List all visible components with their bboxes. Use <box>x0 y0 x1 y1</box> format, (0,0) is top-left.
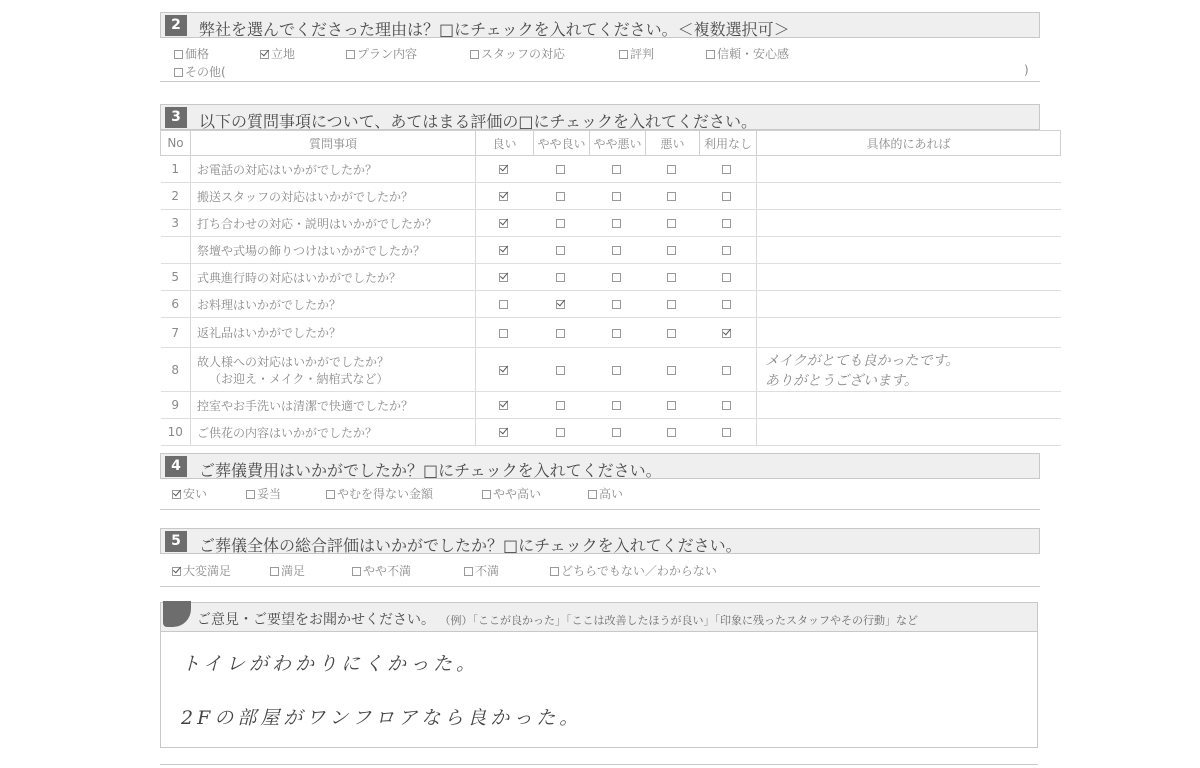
divider <box>160 81 1040 82</box>
rating-cell <box>700 419 757 446</box>
question-row <box>161 210 1061 237</box>
reason-other-row <box>160 62 1040 82</box>
section-overall <box>160 528 1040 583</box>
col-comment: 具体的にあれば <box>757 131 1061 156</box>
checkbox-icon[interactable] <box>352 567 361 576</box>
rating-cell <box>646 183 700 210</box>
option-label: 安い <box>183 487 208 501</box>
checkbox-icon[interactable] <box>667 300 676 309</box>
checkbox-icon[interactable] <box>556 219 565 228</box>
option-label: スタッフの対応 <box>481 47 566 61</box>
question-number <box>161 237 191 264</box>
question-number: 3 <box>161 210 191 237</box>
checkbox-checked-icon[interactable] <box>499 219 508 228</box>
checkbox-icon[interactable] <box>326 490 335 499</box>
question-number: 6 <box>161 291 191 318</box>
question-label: 打ち合わせの対応・説明はいかがでしたか？ <box>197 216 438 231</box>
section-title: 弊社を選んでくださった理由は？□にチェックを入れてください。＜複数選択可＞ <box>199 20 790 39</box>
checkbox-icon[interactable] <box>667 246 676 255</box>
checkbox-icon[interactable] <box>470 50 479 59</box>
checkbox-icon[interactable] <box>246 490 255 499</box>
option-label: 価格 <box>185 47 210 61</box>
rating-cell <box>646 392 700 419</box>
cost-options <box>160 484 1040 506</box>
checkbox-icon[interactable] <box>556 329 565 338</box>
reason-other-label: その他( <box>185 65 226 79</box>
option-label: 立地 <box>271 47 296 61</box>
question-text <box>191 264 476 291</box>
col-bad: 悪い <box>646 131 700 156</box>
section-number: 4 <box>165 456 187 477</box>
question-label: 返礼品はいかがでしたか？ <box>197 326 342 340</box>
checkbox-icon[interactable] <box>612 329 621 338</box>
checkbox-icon[interactable] <box>174 68 183 77</box>
rating-cell <box>534 264 590 291</box>
question-row <box>161 419 1061 446</box>
option-label: 満足 <box>281 564 306 578</box>
question-text <box>191 348 476 392</box>
comments-box <box>160 602 1038 748</box>
comment-cell <box>757 237 1061 264</box>
rating-cell <box>700 183 757 210</box>
question-sublabel: （お迎え・メイク・納棺式など） <box>209 371 389 386</box>
comments-title-text: ご意見・ご要望をお聞かせください。 <box>197 612 435 628</box>
rating-cell <box>590 318 646 348</box>
overall-option[interactable] <box>550 562 717 579</box>
col-fairly-bad: やや悪い <box>590 131 646 156</box>
rating-cell <box>646 264 700 291</box>
section-number: 2 <box>165 15 187 36</box>
question-text <box>191 419 476 446</box>
question-row <box>161 264 1061 291</box>
option-label: プラン内容 <box>357 47 418 61</box>
rating-cell <box>476 156 534 183</box>
question-label: お電話の対応はいかがでしたか？ <box>197 162 378 177</box>
comment-cell <box>757 392 1061 419</box>
comment-line-1: トイレがわかりにくかった。 <box>181 653 480 675</box>
question-label: お料理はいかがでしたか？ <box>197 297 342 312</box>
question-label: 控室やお手洗いは清潔で快適でしたか？ <box>197 398 414 413</box>
checkbox-icon[interactable] <box>499 329 508 338</box>
rating-cell <box>700 318 757 348</box>
option-label: 高い <box>599 487 624 501</box>
reason-other-close: ) <box>1024 63 1029 77</box>
reason-other-option[interactable] <box>174 63 226 80</box>
col-good: 良い <box>476 131 534 156</box>
section-questions <box>160 104 1040 446</box>
col-fairly-good: やや良い <box>534 131 590 156</box>
rating-cell <box>646 156 700 183</box>
rating-cell <box>700 348 757 392</box>
reason-option[interactable] <box>260 45 295 62</box>
rating-cell <box>590 237 646 264</box>
question-number: 7 <box>161 318 191 348</box>
rating-cell <box>476 291 534 318</box>
checkbox-icon[interactable] <box>556 366 565 375</box>
option-label: やむを得ない金額 <box>337 487 434 501</box>
question-number: 2 <box>161 183 191 210</box>
checkbox-icon[interactable] <box>667 219 676 228</box>
checkbox-checked-icon[interactable] <box>556 300 565 309</box>
section-number: 5 <box>165 531 187 552</box>
question-text <box>191 210 476 237</box>
option-label: やや高い <box>493 487 542 501</box>
rating-cell <box>534 392 590 419</box>
rating-cell <box>476 264 534 291</box>
checkbox-checked-icon[interactable] <box>499 192 508 201</box>
checkbox-icon[interactable] <box>667 401 676 410</box>
comment-line-2: 2Fの部屋がワンフロアなら良かった。 <box>181 707 583 729</box>
checkbox-icon[interactable] <box>612 246 621 255</box>
question-number: 1 <box>161 156 191 183</box>
comment-cell <box>757 419 1061 446</box>
rating-cell <box>476 348 534 392</box>
question-text <box>191 291 476 318</box>
section-header <box>160 12 1040 38</box>
checkbox-icon[interactable] <box>722 300 731 309</box>
checkbox-icon[interactable] <box>612 428 621 437</box>
rating-cell <box>700 264 757 291</box>
rating-cell <box>646 237 700 264</box>
section-header <box>160 528 1040 554</box>
section-title: ご葬儀全体の総合評価はいかがでしたか？□にチェックを入れてください。 <box>199 536 742 555</box>
rating-cell <box>534 156 590 183</box>
question-number: 8 <box>161 348 191 392</box>
question-label: 式典進行時の対応はいかがでしたか？ <box>197 270 402 285</box>
col-question: 質問事項 <box>191 131 476 156</box>
checkbox-icon[interactable] <box>706 50 715 59</box>
checkbox-icon[interactable] <box>556 246 565 255</box>
comment-cell <box>757 264 1061 291</box>
section-reason <box>160 12 1040 82</box>
rating-cell <box>590 419 646 446</box>
question-table <box>160 130 1061 446</box>
comment-text: メイクがとても良かったです。 <box>765 352 960 369</box>
rating-cell <box>646 291 700 318</box>
question-row <box>161 392 1061 419</box>
checkbox-checked-icon[interactable] <box>172 490 181 499</box>
checkbox-icon[interactable] <box>556 428 565 437</box>
checkbox-icon[interactable] <box>722 219 731 228</box>
rating-cell <box>700 291 757 318</box>
checkbox-icon[interactable] <box>722 401 731 410</box>
overall-option[interactable] <box>464 562 499 579</box>
question-text <box>191 237 476 264</box>
rating-cell <box>700 210 757 237</box>
comment-cell <box>757 318 1061 348</box>
page-bottom-rule <box>160 764 1038 765</box>
rating-cell <box>700 392 757 419</box>
checkbox-icon[interactable] <box>612 401 621 410</box>
question-row <box>161 156 1061 183</box>
divider <box>160 586 1040 587</box>
question-number: 10 <box>161 419 191 446</box>
cost-option[interactable] <box>172 485 207 502</box>
checkbox-checked-icon[interactable] <box>260 50 269 59</box>
speech-bubble-icon <box>163 601 191 627</box>
question-number: 9 <box>161 392 191 419</box>
reason-option[interactable] <box>346 45 417 62</box>
rating-cell <box>476 419 534 446</box>
comment-cell <box>757 210 1061 237</box>
comment-cell <box>757 348 1061 392</box>
question-number: 5 <box>161 264 191 291</box>
rating-cell <box>590 392 646 419</box>
checkbox-checked-icon[interactable] <box>499 165 508 174</box>
section-header <box>160 453 1040 479</box>
rating-cell <box>646 318 700 348</box>
comments-header <box>161 603 1037 632</box>
checkbox-icon[interactable] <box>556 401 565 410</box>
checkbox-icon[interactable] <box>722 192 731 201</box>
question-text <box>191 392 476 419</box>
option-label: どちらでもない／わからない <box>561 564 717 578</box>
rating-cell <box>534 419 590 446</box>
comment-cell <box>757 156 1061 183</box>
rating-cell <box>534 318 590 348</box>
rating-cell <box>590 264 646 291</box>
section-number: 3 <box>165 107 187 128</box>
rating-cell <box>534 210 590 237</box>
rating-cell <box>534 291 590 318</box>
checkbox-icon[interactable] <box>556 165 565 174</box>
checkbox-icon[interactable] <box>722 366 731 375</box>
overall-option[interactable] <box>172 562 231 579</box>
question-row <box>161 237 1061 264</box>
checkbox-icon[interactable] <box>588 490 597 499</box>
question-text <box>191 156 476 183</box>
checkbox-icon[interactable] <box>550 567 559 576</box>
checkbox-checked-icon[interactable] <box>499 428 508 437</box>
rating-cell <box>590 183 646 210</box>
cost-option[interactable] <box>588 485 623 502</box>
checkbox-icon[interactable] <box>722 246 731 255</box>
checkbox-icon[interactable] <box>722 428 731 437</box>
checkbox-checked-icon[interactable] <box>499 401 508 410</box>
option-label: 評判 <box>630 47 655 61</box>
comment-text: ありがとうございます。 <box>765 372 918 389</box>
question-text <box>191 183 476 210</box>
question-label: ご供花の内容はいかがでしたか？ <box>197 425 378 440</box>
checkbox-icon[interactable] <box>270 567 279 576</box>
comment-cell <box>757 291 1061 318</box>
cost-option[interactable] <box>326 485 433 502</box>
rating-cell <box>534 237 590 264</box>
cost-option[interactable] <box>482 485 541 502</box>
question-label: 故人様への対応はいかがでしたか？ <box>197 354 390 369</box>
reason-option[interactable] <box>470 45 565 62</box>
checkbox-icon[interactable] <box>667 273 676 282</box>
checkbox-icon[interactable] <box>667 366 676 375</box>
checkbox-icon[interactable] <box>612 165 621 174</box>
checkbox-icon[interactable] <box>667 428 676 437</box>
divider <box>160 509 1040 510</box>
checkbox-checked-icon[interactable] <box>499 273 508 282</box>
rating-cell <box>534 348 590 392</box>
cost-option[interactable] <box>246 485 281 502</box>
rating-cell <box>700 156 757 183</box>
rating-cell <box>700 237 757 264</box>
question-label: 祭壇や式場の飾りつけはいかがでしたか？ <box>197 243 426 258</box>
checkbox-icon[interactable] <box>612 192 621 201</box>
checkbox-icon[interactable] <box>499 300 508 309</box>
rating-cell <box>534 183 590 210</box>
checkbox-icon[interactable] <box>619 50 628 59</box>
rating-cell <box>590 210 646 237</box>
checkbox-icon[interactable] <box>464 567 473 576</box>
section-title: 以下の質問事項について、あてはまる評価の□にチェックを入れてください。 <box>199 112 757 131</box>
question-label: 搬送スタッフの対応はいかがでしたか？ <box>197 189 414 204</box>
checkbox-icon[interactable] <box>612 273 621 282</box>
rating-cell <box>476 210 534 237</box>
checkbox-icon[interactable] <box>722 165 731 174</box>
option-label: 不満 <box>475 564 500 578</box>
checkbox-icon[interactable] <box>612 219 621 228</box>
option-label: 信頼・安心感 <box>717 47 790 61</box>
checkbox-icon[interactable] <box>612 300 621 309</box>
rating-cell <box>590 291 646 318</box>
rating-cell <box>646 348 700 392</box>
checkbox-checked-icon[interactable] <box>499 366 508 375</box>
rating-cell <box>476 318 534 348</box>
overall-option[interactable] <box>352 562 411 579</box>
comments-title <box>197 609 918 629</box>
rating-cell <box>590 156 646 183</box>
rating-cell <box>590 348 646 392</box>
question-row <box>161 318 1061 348</box>
rating-cell <box>476 183 534 210</box>
reason-option[interactable] <box>174 45 209 62</box>
checkbox-checked-icon[interactable] <box>499 246 508 255</box>
question-row <box>161 183 1061 210</box>
checkbox-icon[interactable] <box>482 490 491 499</box>
checkbox-icon[interactable] <box>612 366 621 375</box>
checkbox-checked-icon[interactable] <box>722 329 731 338</box>
question-row <box>161 291 1061 318</box>
checkbox-icon[interactable] <box>556 192 565 201</box>
overall-options <box>160 561 1040 583</box>
col-not-used: 利用なし <box>700 131 757 156</box>
question-text <box>191 318 476 348</box>
col-no: No <box>161 131 191 156</box>
checkbox-checked-icon[interactable] <box>172 567 181 576</box>
checkbox-icon[interactable] <box>722 273 731 282</box>
rating-cell <box>476 237 534 264</box>
checkbox-icon[interactable] <box>667 329 676 338</box>
reason-option[interactable] <box>706 45 789 62</box>
checkbox-icon[interactable] <box>667 192 676 201</box>
section-header <box>160 104 1040 130</box>
checkbox-icon[interactable] <box>556 273 565 282</box>
option-label: 妥当 <box>257 487 282 501</box>
checkbox-icon[interactable] <box>174 50 183 59</box>
question-row <box>161 348 1061 392</box>
rating-cell <box>476 392 534 419</box>
question-rows <box>161 156 1061 446</box>
reason-option[interactable] <box>619 45 654 62</box>
comments-example: （例）「ここが良かった」「ここは改善したほうが良い」「印象に残ったスタッフやその行動」など <box>439 614 918 627</box>
reason-options <box>160 44 1040 62</box>
checkbox-icon[interactable] <box>346 50 355 59</box>
rating-cell <box>646 210 700 237</box>
section-title: ご葬儀費用はいかがでしたか？□にチェックを入れてください。 <box>199 461 662 480</box>
section-cost <box>160 453 1040 506</box>
checkbox-icon[interactable] <box>667 165 676 174</box>
option-label: やや不満 <box>363 564 412 578</box>
rating-cell <box>646 419 700 446</box>
overall-option[interactable] <box>270 562 305 579</box>
comment-cell <box>757 183 1061 210</box>
option-label: 大変満足 <box>183 564 232 578</box>
